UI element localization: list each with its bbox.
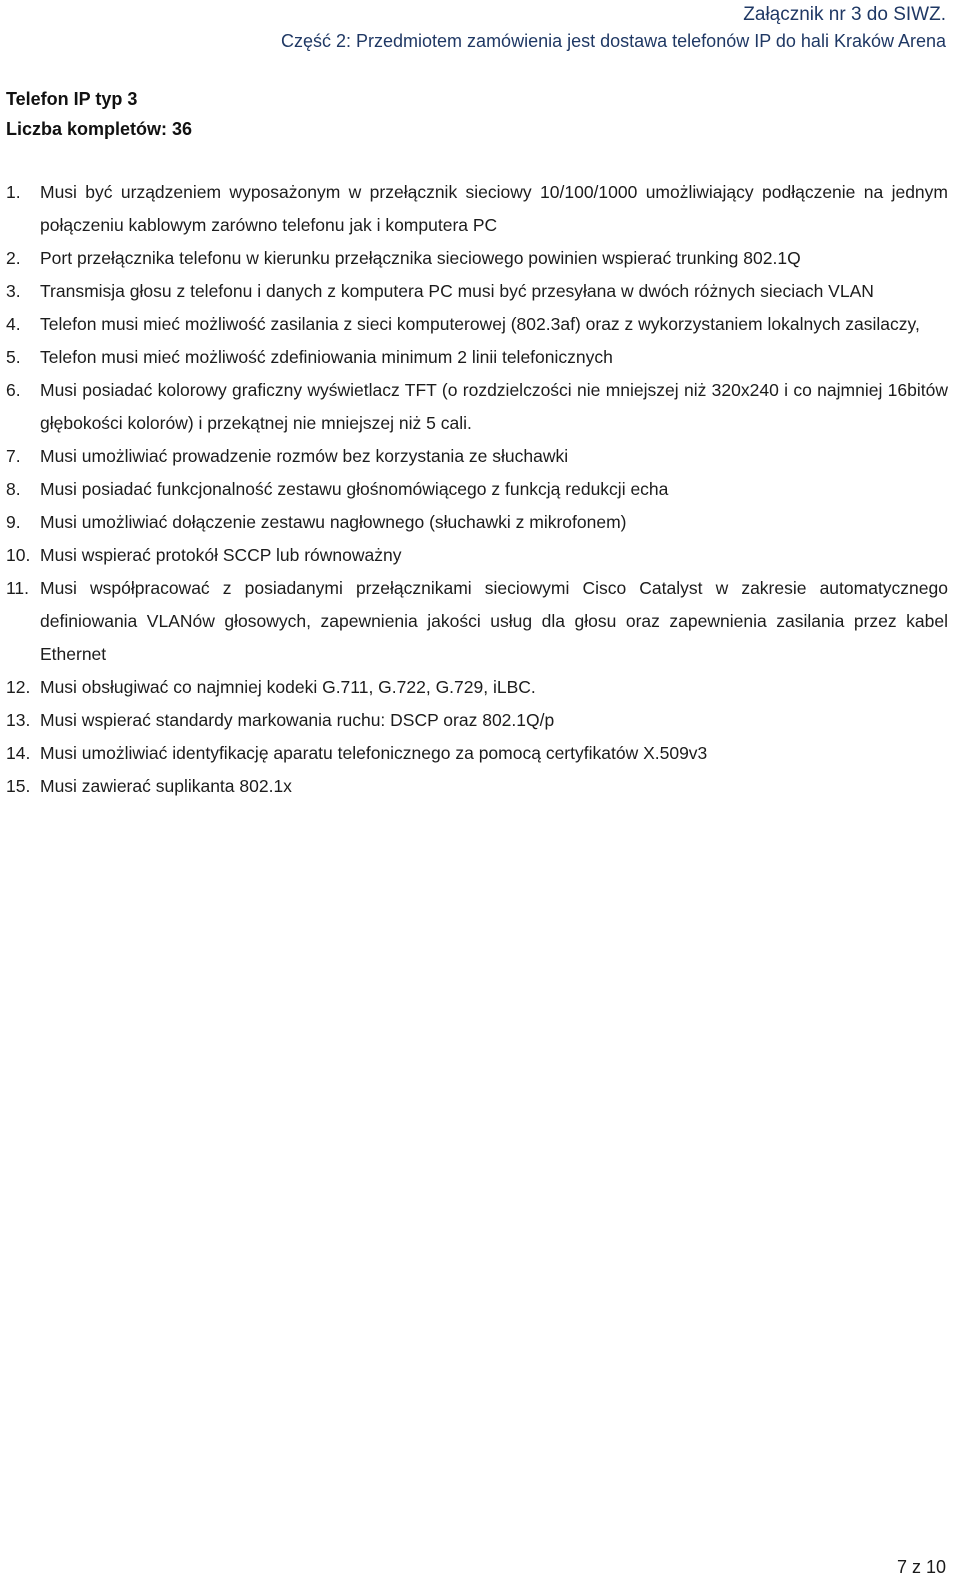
list-item xyxy=(6,308,948,341)
item-text: Musi obsługiwać co najmniej kodeki G.711, G.722, G.729, iLBC. xyxy=(40,677,536,697)
item-text: Musi posiadać funkcjonalność zestawu głośnomówiącego z funkcją redukcji echa xyxy=(40,479,669,499)
title-block xyxy=(6,84,192,144)
item-number: 14. xyxy=(6,743,31,763)
list-item xyxy=(6,506,948,539)
item-number: 8. xyxy=(6,479,21,499)
item-text: Musi posiadać kolorowy graficzny wyświetlacz TFT (o rozdzielczości nie mniejszej niż 320x240 i co najmniej 16bitów głębokości kolorów) i przekątnej nie mniejszej niż 5 cali. xyxy=(40,380,948,433)
item-text: Transmisja głosu z telefonu i danych z komputera PC musi być przesyłana w dwóch różnych sieciach VLAN xyxy=(40,281,874,301)
item-number: 2. xyxy=(6,248,21,268)
device-title: Telefon IP typ 3 xyxy=(6,89,138,109)
item-number: 3. xyxy=(6,281,21,301)
item-number: 1. xyxy=(6,182,21,202)
list-item xyxy=(6,770,948,803)
item-text: Musi zawierać suplikanta 802.1x xyxy=(40,776,292,796)
item-number: 13. xyxy=(6,710,31,730)
item-number: 4. xyxy=(6,314,21,334)
item-number: 9. xyxy=(6,512,21,532)
item-number: 5. xyxy=(6,347,21,367)
item-number: 7. xyxy=(6,446,21,466)
list-item xyxy=(6,440,948,473)
quantity-label: Liczba kompletów: 36 xyxy=(6,119,193,139)
item-text: Telefon musi mieć możliwość zdefiniowania minimum 2 linii telefonicznych xyxy=(40,347,613,367)
item-number: 15. xyxy=(6,776,31,796)
item-number: 6. xyxy=(6,380,21,400)
page-header xyxy=(281,2,946,54)
item-text: Port przełącznika telefonu w kierunku przełącznika sieciowego powinien wspierać trunking 802.1Q xyxy=(40,248,801,268)
list-item xyxy=(6,671,948,704)
subject-line: Część 2: Przedmiotem zamówienia jest dostawa telefonów IP do hali Kraków Arena xyxy=(281,31,946,51)
item-text: Musi współpracować z posiadanymi przełącznikami sieciowymi Cisco Catalyst w zakresie automatycznego definiowania VLANów głosowych, zapewnienia jakości usług dla głosu oraz zapewnienia zasilania przez kabel Ethernet xyxy=(40,578,948,664)
item-text: Musi umożliwiać dołączenie zestawu nagłownego (słuchawki z mikrofonem) xyxy=(40,512,627,532)
list-item xyxy=(6,473,948,506)
list-item xyxy=(6,539,948,572)
item-text: Musi umożliwiać prowadzenie rozmów bez korzystania ze słuchawki xyxy=(40,446,569,466)
item-text: Telefon musi mieć możliwość zasilania z sieci komputerowej (802.3af) oraz z wykorzystaniem lokalnych zasilaczy, xyxy=(40,314,920,334)
attachment-label: Załącznik nr 3 do SIWZ. xyxy=(743,4,946,25)
item-text: Musi wspierać standardy markowania ruchu: DSCP oraz 802.1Q/p xyxy=(40,710,555,730)
list-item xyxy=(6,176,948,242)
page-number: 7 z 10 xyxy=(896,1557,946,1577)
list-item xyxy=(6,704,948,737)
list-item xyxy=(6,242,948,275)
item-text: Musi wspierać protokół SCCP lub równoważny xyxy=(40,545,402,565)
item-number: 11. xyxy=(6,578,30,598)
item-text: Musi umożliwiać identyfikację aparatu telefonicznego za pomocą certyfikatów X.509v3 xyxy=(40,743,708,763)
list-item xyxy=(6,275,948,308)
item-text: Musi być urządzeniem wyposażonym w przełącznik sieciowy 10/100/1000 umożliwiający podłączenie na jednym połączeniu kablowym zarówno telefonu jak i komputera PC xyxy=(40,182,948,235)
list-item xyxy=(6,374,948,440)
list-item xyxy=(6,572,948,671)
item-number: 12. xyxy=(6,677,31,697)
list-item xyxy=(6,341,948,374)
item-number: 10. xyxy=(6,545,31,565)
requirements-list xyxy=(6,176,948,803)
list-item xyxy=(6,737,948,770)
